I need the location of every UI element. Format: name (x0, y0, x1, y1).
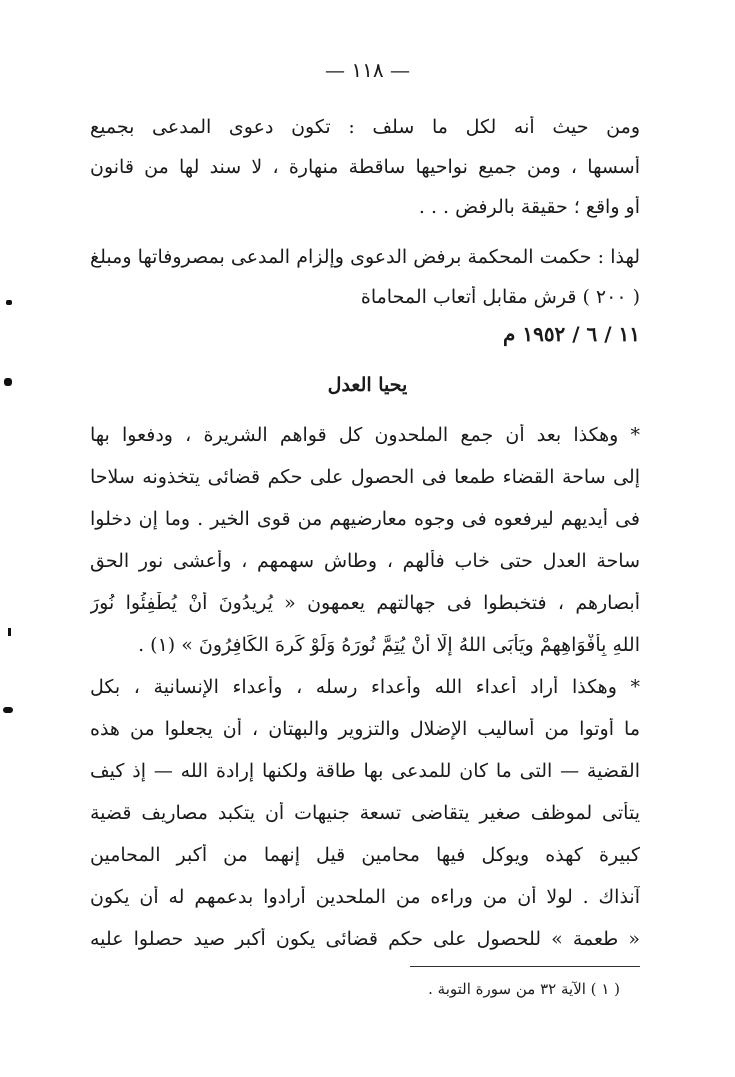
text-line: أبصارهم ، فتخبطوا فى جهالتهم يعمهون « يُرِيدُونَ أَنْ يُطْفِئُوا نُورَ (90, 592, 640, 614)
page-number: — ١١٨ — (325, 58, 410, 82)
scan-speck (6, 300, 12, 305)
ruling-date: ١١ / ٦ / ١٩٥٢ م (502, 322, 640, 346)
text-line: ساحة العدل حتى خاب فألهم ، وطاش سهمهم ، وأعشى نور الحق (90, 550, 640, 572)
text-line: * وهكذا بعد أن جمع الملحدون كل قواهم الشريرة ، ودفعوا بها (90, 424, 640, 446)
ruling-line: لهذا : حكمت المحكمة برفض الدعوى وإلزام المدعى بمصروفاتها ومبلغ (90, 246, 640, 268)
ruling-line: ( ٢٠٠ ) قرش مقابل أتعاب المحاماة (360, 286, 640, 308)
text-line: ومن حيث أنه لكل ما سلف : تكون دعوى المدعى بجميع (90, 116, 640, 138)
section-heading: يحيا العدل (327, 374, 408, 396)
text-line: * وهكذا أراد أعداء الله وأعداء رسله ، وأعداء الإنسانية ، بكل (90, 676, 640, 698)
text-line: « طعمة » للحصول على حكم قضائى يكون أكبر صيد حصلوا عليه (90, 928, 640, 950)
footnote: ( ١ ) الآية ٣٢ من سورة التوبة . (428, 980, 620, 998)
text-line: إلى ساحة القضاء طمعا فى الحصول على حكم قضائى يتخذونه سلاحا (90, 466, 640, 488)
scan-speck (3, 707, 13, 713)
footnote-divider (410, 966, 640, 967)
text-line: يتأتى لموظف صغير يتقاضى تسعة جنيهات أن يتكبد مصاريف قضية (90, 802, 640, 824)
text-line: فى أيديهم ليرفعوه فى وجوه معارضيهم من قوى الخير . وما إن دخلوا (90, 508, 640, 530)
text-line: كبيرة كهذه ويوكل فيها محامين قيل إنهما من أكبر المحامين (90, 844, 640, 866)
quran-verse-line: اللهِ بِأَفْوَاهِهِمْ ويَأْبَى اللهُ إِلَّا أَنْ يُتِمَّ نُورَهُ وَلَوْ كَرِهَ الكَافِرُونَ » (١) . (138, 634, 640, 656)
text-line: أو واقع ؛ حقيقة بالرفض . . . (418, 196, 640, 218)
text-line: ما أوتوا من أساليب الإضلال والتزوير والبهتان ، أن يجعلوا من هذه (90, 718, 640, 740)
scan-speck (4, 378, 12, 386)
text-line: أسسها ، ومن جميع نواحيها ساقطة منهارة ، لا سند لها من قانون (90, 156, 640, 178)
scan-speck (8, 628, 11, 636)
text-line: آنذاك . لولا أن من وراءه من الملحدين أرادوا بدعمهم له أن يكون (90, 886, 640, 908)
text-line: القضية — التى ما كان للمدعى بها طاقة ولكنها إرادة الله — إذ كيف (90, 760, 640, 782)
